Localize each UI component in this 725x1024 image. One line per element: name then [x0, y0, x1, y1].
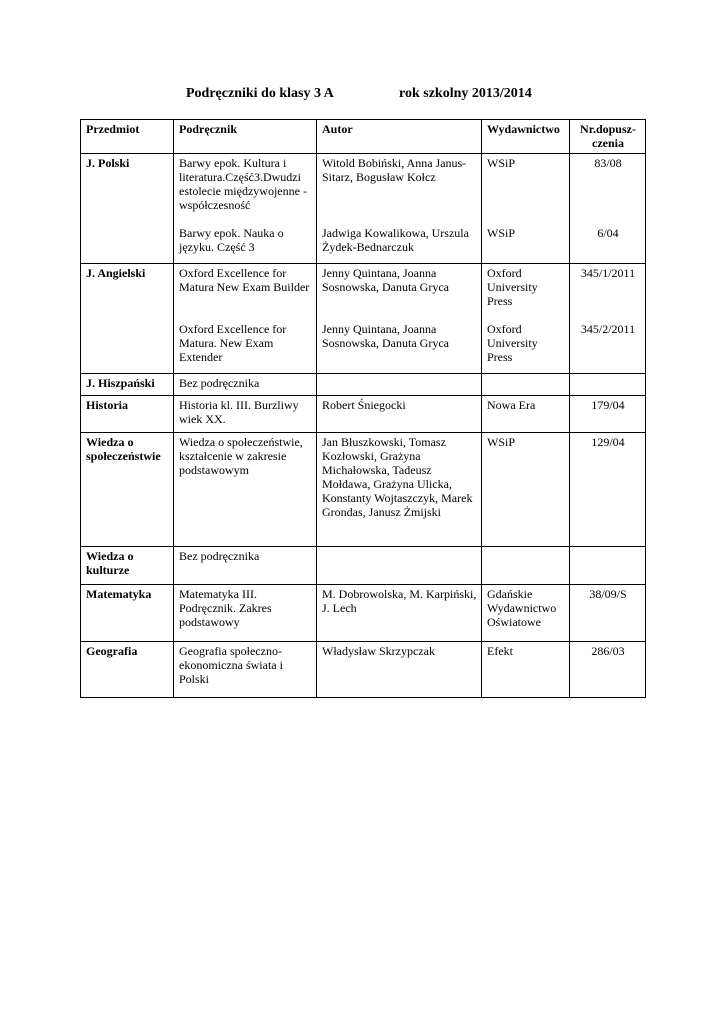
cell-publisher: [482, 642, 570, 698]
cell-subject: Wiedza o kulturze: [81, 547, 174, 585]
cell-author: [317, 642, 482, 698]
cell-approval-number: [570, 433, 646, 547]
cell-author: [317, 547, 482, 585]
cell-author-entry: [322, 376, 477, 390]
cell-author-entry: Jenny Quintana, Joanna Sosnowska, Danuta Gryca: [322, 322, 449, 350]
table-header-row: [81, 120, 646, 154]
table-row: [81, 374, 646, 396]
cell-textbook: [174, 154, 317, 264]
cell-author-entry: [322, 549, 477, 563]
cell-publisher-entry: Efekt: [487, 644, 513, 658]
table-body: [81, 154, 646, 698]
table-row: [81, 547, 646, 585]
textbook-table: [80, 119, 646, 698]
header-subject: Przedmiot: [81, 120, 174, 154]
cell-approval-number-entry: 179/04: [591, 398, 625, 412]
cell-textbook-entry: Wiedza o społeczeństwie, kształcenie w zakresie podstawowym: [179, 435, 303, 477]
table-row: [81, 585, 646, 642]
cell-publisher-entry: WSiP: [487, 435, 516, 449]
cell-approval-number-entry: 286/03: [591, 644, 625, 658]
cell-publisher: [482, 264, 570, 374]
cell-approval-number: [570, 374, 646, 396]
table-row: [81, 642, 646, 698]
cell-approval-number-entry: [575, 376, 641, 390]
cell-approval-number: [570, 396, 646, 433]
cell-approval-number-entry: 38/09/S: [589, 587, 627, 601]
cell-publisher: [482, 396, 570, 433]
header-publisher: Wydawnictwo: [482, 120, 570, 154]
cell-textbook: [174, 396, 317, 433]
cell-approval-number-entry: [575, 549, 641, 563]
cell-publisher: [482, 547, 570, 585]
table-row: [81, 396, 646, 433]
cell-publisher-entry: Oxford University Press: [487, 322, 538, 364]
cell-author: [317, 154, 482, 264]
header-textbook: Podręcznik: [174, 120, 317, 154]
cell-textbook-entry: Matematyka III. Podręcznik. Zakres podstawowy: [179, 587, 272, 629]
cell-author-entry: Robert Śniegocki: [322, 398, 406, 412]
cell-textbook-entry: Barwy epok. Nauka o języku. Część 3: [179, 226, 284, 254]
cell-author: [317, 433, 482, 547]
cell-publisher-entry: [487, 549, 565, 563]
cell-approval-number: [570, 585, 646, 642]
cell-publisher: [482, 154, 570, 264]
cell-publisher-entry: [487, 376, 565, 390]
cell-textbook: [174, 642, 317, 698]
cell-author-entry: Jadwiga Kowalikowa, Urszula Żydek-Bednarczuk: [322, 226, 469, 254]
cell-approval-number-entry: 6/04: [597, 226, 619, 240]
cell-textbook-entry: Bez podręcznika: [179, 549, 260, 563]
cell-publisher-entry: Nowa Era: [487, 398, 536, 412]
cell-approval-number: [570, 642, 646, 698]
cell-publisher: [482, 585, 570, 642]
table-row: [81, 264, 646, 374]
cell-author: [317, 264, 482, 374]
cell-publisher-entry: WSiP: [487, 226, 516, 240]
cell-textbook: [174, 433, 317, 547]
document-title: [0, 86, 725, 106]
cell-author-entry: Witold Bobiński, Anna Janus-Sitarz, Bogusław Kołcz: [322, 156, 467, 184]
cell-author: [317, 396, 482, 433]
cell-author: [317, 585, 482, 642]
cell-publisher: [482, 374, 570, 396]
school-year-text: rok szkolny 2013/2014: [399, 86, 532, 101]
cell-author-entry: M. Dobrowolska, M. Karpiński, J. Lech: [322, 587, 477, 615]
cell-textbook-entry: Historia kl. III. Burzliwy wiek XX.: [179, 398, 299, 426]
cell-textbook-entry: Oxford Excellence for Matura New Exam Builder: [179, 266, 310, 294]
cell-subject: J. Angielski: [81, 264, 174, 374]
cell-author-entry: Jan Błuszkowski, Tomasz Kozłowski, Grażyna Michałowska, Tadeusz Mołdawa, Grażyna Ulicka, Konstanty Wojtaszczyk, Marek Grondas, Janusz Żmijski: [322, 435, 473, 519]
cell-publisher: [482, 433, 570, 547]
document-title-text: Podręczniki do klasy 3 A: [186, 86, 334, 101]
header-author: Autor: [317, 120, 482, 154]
cell-author-entry: Jenny Quintana, Joanna Sosnowska, Danuta Gryca: [322, 266, 449, 294]
cell-textbook-entry: Geografia społeczno-ekonomiczna świata i Polski: [179, 644, 283, 686]
cell-author-entry: Władysław Skrzypczak: [322, 644, 435, 658]
cell-textbook: [174, 547, 317, 585]
cell-textbook: [174, 374, 317, 396]
cell-textbook: [174, 264, 317, 374]
cell-approval-number-entry: 345/1/2011: [580, 266, 636, 280]
cell-publisher-entry: Gdańskie Wydawnictwo Oświatowe: [487, 587, 557, 629]
cell-textbook-entry: Oxford Excellence for Matura. New Exam Extender: [179, 322, 287, 364]
cell-approval-number-entry: 345/2/2011: [580, 322, 636, 336]
cell-subject: Geografia: [81, 642, 174, 698]
cell-approval-number: [570, 547, 646, 585]
header-approval-number: Nr.dopusz-czenia: [570, 120, 646, 154]
cell-approval-number-entry: 129/04: [591, 435, 625, 449]
cell-textbook-entry: Barwy epok. Kultura i literatura.Część3.Dwudzi estolecie międzywojenne - współczesność: [179, 156, 307, 212]
cell-subject: J. Polski: [81, 154, 174, 264]
cell-subject: Wiedza o społeczeństwie: [81, 433, 174, 547]
cell-publisher-entry: WSiP: [487, 156, 516, 170]
cell-approval-number: [570, 154, 646, 264]
cell-author: [317, 374, 482, 396]
cell-textbook-entry: Bez podręcznika: [179, 376, 260, 390]
cell-textbook: [174, 585, 317, 642]
table-row: [81, 433, 646, 547]
cell-subject: J. Hiszpański: [81, 374, 174, 396]
cell-approval-number-entry: 83/08: [594, 156, 622, 170]
cell-publisher-entry: Oxford University Press: [487, 266, 538, 308]
cell-approval-number: [570, 264, 646, 374]
cell-subject: Matematyka: [81, 585, 174, 642]
cell-subject: Historia: [81, 396, 174, 433]
table-row: [81, 154, 646, 264]
